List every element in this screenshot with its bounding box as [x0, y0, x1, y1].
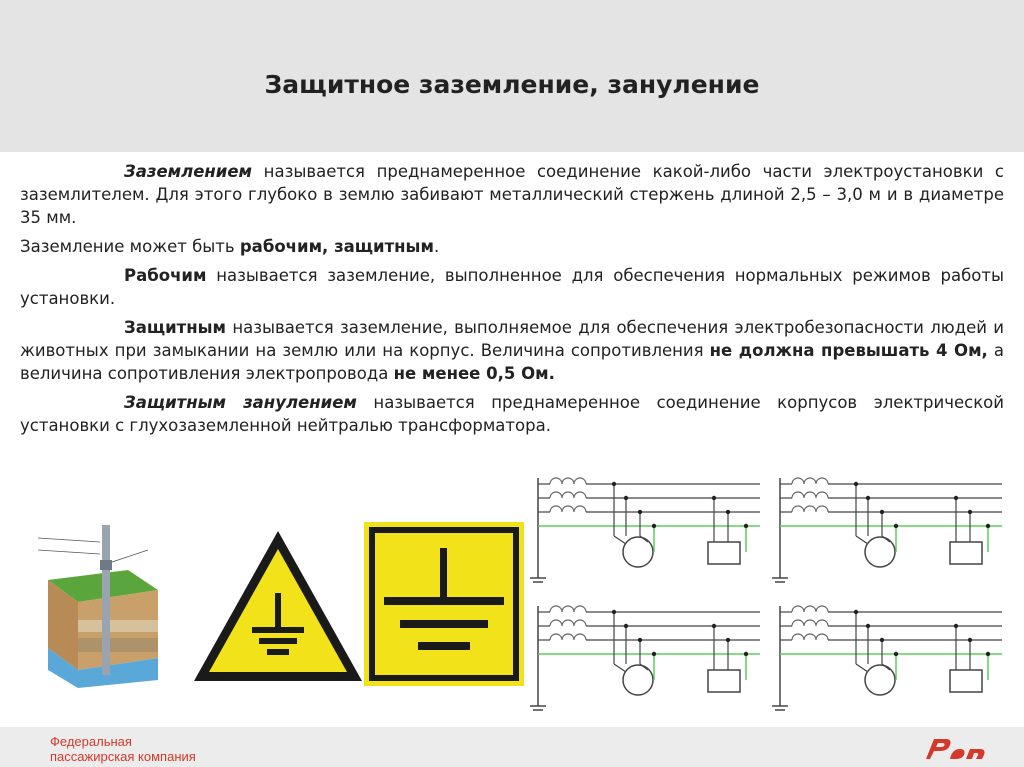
slide-title: Защитное заземление, зануление	[264, 70, 760, 99]
term-grounding: Заземлением	[124, 162, 253, 181]
text: называется преднамеренное соединение какой-либо части электроустановки с заземлителем. Для этого глубоко в землю забивают металлический стержень длиной 2,5 – 3,0 м и в диаметре 35 мм.	[20, 162, 1004, 227]
paragraph-types	[20, 235, 1004, 258]
term-protective: Защитным	[124, 318, 227, 337]
paragraph-grounding	[20, 160, 1004, 229]
bold-min: не менее 0,5 Ом.	[393, 364, 555, 383]
paragraph-protective	[20, 316, 1004, 385]
ground-symbol-square-icon	[364, 522, 524, 686]
text: а величина сопротивления электропровода	[20, 341, 1004, 383]
text: .	[433, 237, 440, 256]
company-line-2: пассажирская компания	[50, 749, 196, 764]
circuit-diagrams	[524, 470, 1008, 726]
text: Заземление может быть	[20, 237, 240, 256]
company-name	[50, 734, 196, 764]
term-working: Рабочим	[124, 266, 207, 285]
text: называется заземление, выполняемое для обеспечения электробезопасности людей и животных при замыкании на землю или на корпус. Величина сопротивления	[20, 318, 1004, 360]
text: называется преднамеренное соединение корпусов электрической установки с глухозаземленной нейтралью трансформатора.	[20, 393, 1004, 435]
ground-warning-triangle-icon	[190, 527, 366, 687]
term-neutralizing: Защитным занулением	[124, 393, 357, 412]
ground-rod-illustration	[28, 520, 168, 690]
text: называется заземление, выполненное для обеспечения нормальных режимов работы установки.	[20, 266, 1004, 308]
bold-types: рабочим, защитным	[239, 237, 434, 256]
paragraph-neutralizing	[20, 391, 1004, 437]
rzd-logo-icon	[920, 733, 990, 763]
slide-body	[20, 160, 1004, 443]
bold-limit: не должна превышать 4 Ом,	[709, 341, 988, 360]
paragraph-working	[20, 264, 1004, 310]
company-line-1: Федеральная	[50, 734, 132, 749]
